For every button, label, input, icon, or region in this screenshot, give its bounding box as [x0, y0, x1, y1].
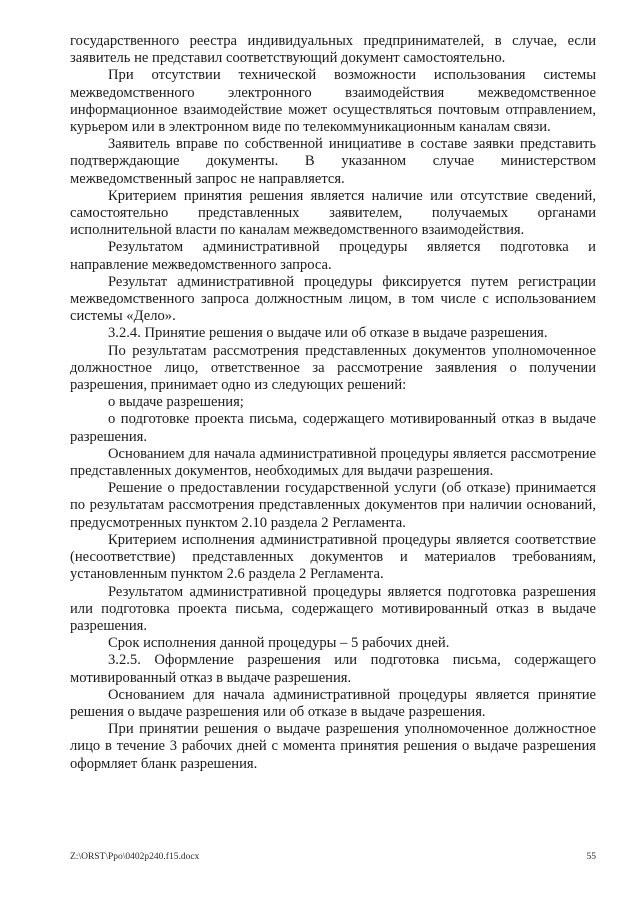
paragraph: Основанием для начала административной процедуры является принятие решения о выдаче разрешения или об отказе в выдаче разрешения. [70, 686, 596, 720]
paragraph: государственного реестра индивидуальных предпринимателей, в случае, если заявитель не представил соответствующий документ самостоятельно. [70, 33, 596, 67]
paragraph: При принятии решения о выдаче разрешения уполномоченное должностное лицо в течение 3 рабочих дней с момента принятия решения о выдаче разрешения оформляет бланк разрешения. [70, 721, 596, 772]
page-number: 55 [586, 852, 596, 862]
paragraph: Результат административной процедуры фиксируется путем регистрации межведомственного запроса должностным лицом, в том числе с использованием системы «Дело». [70, 273, 596, 325]
paragraph: о подготовке проекта письма, содержащего мотивированный отказ в выдаче разрешения. [70, 411, 596, 445]
paragraph: При отсутствии технической возможности использования системы межведомственного электронного взаимодействия межведомственное информационное взаимодействие может осуществляться почтовым отправлением, курьером или в электронном виде по телекоммуникационным каналам связи. [70, 67, 596, 136]
paragraph: По результатам рассмотрения представленных документов уполномоченное должностное лицо, ответственное за рассмотрение заявления о получении разрешения, принимает одно из следующих решений: [70, 342, 596, 394]
paragraph: 3.2.4. Принятие решения о выдаче или об отказе в выдаче разрешения. [108, 325, 548, 342]
paragraph: Результатом административной процедуры является подготовка разрешения или подготовка проекта письма, содержащего мотивированный отказ в выдаче разрешения. [70, 583, 596, 634]
paragraph: Срок исполнения данной процедуры – 5 рабочих дней. [108, 635, 450, 652]
paragraph: 3.2.5. Оформление разрешения или подготовка письма, содержащего мотивированный отказ в выдаче разрешения. [70, 652, 596, 686]
paragraph: Критерием принятия решения является наличие или отсутствие сведений, самостоятельно представленных заявителем, получаемых органами исполнительной власти по каналам межведомственного взаимодействия. [70, 187, 596, 239]
paragraph: о выдаче разрешения; [108, 394, 244, 411]
paragraph: Критерием исполнения административной процедуры является соответствие (несоответствие) представленных документов и материалов требованиям, установленным пунктом 2.6 раздела 2 Регламента. [70, 531, 596, 583]
paragraph: Решение о предоставлении государственной услуги (об отказе) принимается по результатам рассмотрения представленных документов при наличии оснований, предусмотренных пунктом 2.10 раздела 2 Регламента. [70, 480, 596, 531]
paragraph: Результатом административной процедуры является подготовка и направление межведомственного запроса. [70, 239, 596, 273]
footer-file-path: Z:\ORST\Ppo\0402p240.f15.docx [70, 852, 200, 862]
paragraph: Основанием для начала административной процедуры является рассмотрение представленных документов, необходимых для выдачи разрешения. [70, 445, 596, 480]
paragraph: Заявитель вправе по собственной инициативе в составе заявки представить подтверждающие документы. В указанном случае министерством межведомственный запрос не направляется. [70, 136, 596, 187]
document-body [70, 33, 596, 773]
